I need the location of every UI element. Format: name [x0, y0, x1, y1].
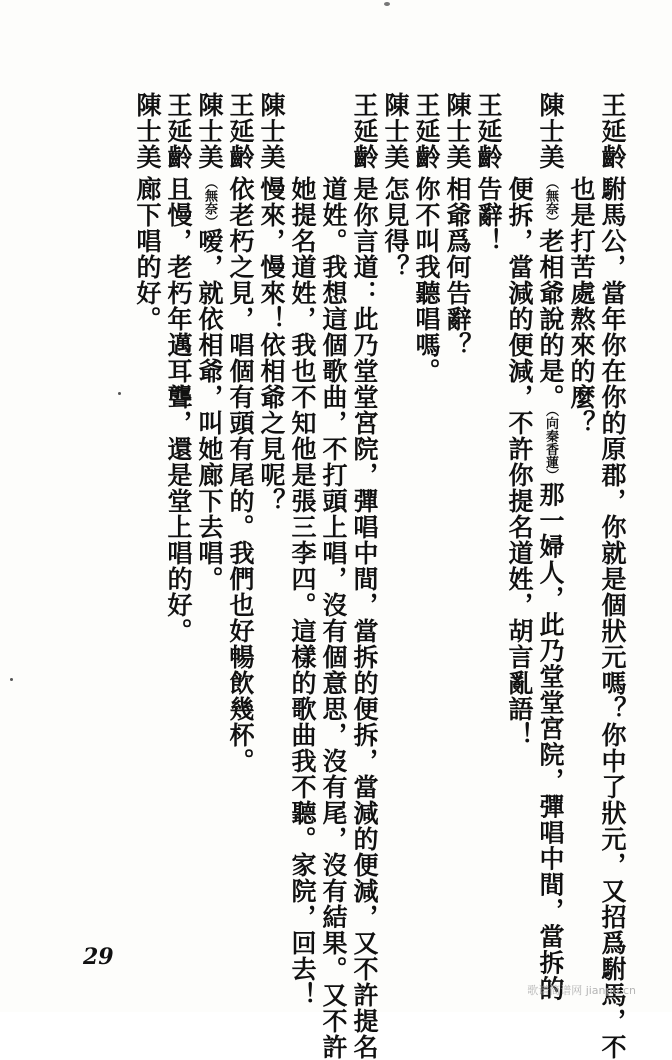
dialogue-text: 駙馬公，當年你在你的原郡，你就是個狀元嗎？你中了狀元，又招爲駙馬，不 — [598, 176, 627, 1060]
script-line — [133, 92, 161, 332]
stage-direction: （無奈） — [543, 176, 558, 228]
dialogue-text: 老相爺說的是。 — [536, 228, 565, 410]
script-line — [567, 92, 595, 436]
page-number: 29 — [83, 944, 114, 970]
dialogue-text: 且慢，老朽年邁耳聾，還是堂上唱的好。 — [164, 176, 193, 644]
dialogue-text: 她提名道姓，我也不知他是張三李四。這樣的歌曲我不聽。家院，回去！ — [288, 176, 317, 1008]
dialogue-text: 也是打苦處熬來的麼？ — [567, 176, 596, 436]
script-line — [195, 92, 223, 592]
script-line — [412, 92, 440, 384]
script-line — [226, 92, 254, 774]
dialogue-text: 那一婦人，此乃堂堂宮院，彈唱中間，當拆的 — [536, 481, 565, 1002]
stage-direction: （無奈） — [202, 176, 217, 228]
ink-speck — [118, 392, 121, 395]
ink-speck — [10, 678, 13, 681]
script-line — [257, 92, 285, 514]
dialogue-text: 慢來，慢來！依相爺之見呢？ — [257, 176, 286, 514]
speaker-name: 陳士美 — [195, 92, 224, 170]
speaker-name: 王延齡 — [226, 92, 255, 170]
speaker-name: 王延齡 — [412, 92, 441, 170]
speaker-name: 陳士美 — [381, 92, 410, 170]
dialogue-text: 告辭！ — [474, 176, 503, 254]
speaker-name: 王延齡 — [474, 92, 503, 170]
script-line — [381, 92, 409, 280]
script-line — [164, 92, 192, 644]
speaker-name: 陳士美 — [257, 92, 286, 170]
script-line — [536, 92, 564, 1002]
dialogue-text: 相爺爲何告辭？ — [443, 176, 472, 358]
speaker-name: 陳士美 — [443, 92, 472, 170]
script-line — [474, 92, 502, 254]
script-line — [443, 92, 471, 358]
speaker-name: 陳士美 — [536, 92, 565, 170]
script-line — [505, 92, 533, 748]
script-line — [350, 92, 378, 1060]
dialogue-text: 嗳，就依相爺，叫她廊下去唱。 — [195, 228, 224, 592]
dialogue-text: 依老朽之見，唱個有頭有尾的。我們也好暢飲幾杯。 — [226, 176, 255, 774]
dialogue-text: 是你言道：此乃堂堂宮院，彈唱中間，當拆的便拆，當減的便減，又不許提名 — [350, 176, 379, 1060]
ink-mark — [384, 2, 390, 6]
dialogue-text: 怎見得？ — [381, 176, 410, 280]
stage-direction: （向秦香蓮） — [543, 410, 558, 482]
dialogue-text: 你不叫我聽唱嗎。 — [412, 176, 441, 384]
speaker-name: 王延齡 — [350, 92, 379, 170]
script-line — [288, 92, 316, 1008]
speaker-name: 陳士美 — [133, 92, 162, 170]
speaker-name: 王延齡 — [598, 92, 627, 170]
dialogue-text: 廊下唱的好。 — [133, 176, 162, 332]
dialogue-text: 道姓。我想這個歌曲，不打頭上唱，沒有個意思，沒有尾，沒有結果。又不許 — [319, 176, 348, 1060]
site-watermark: 歌谱简谱网 jianpu.cn — [527, 984, 636, 997]
script-line — [319, 92, 347, 1060]
speaker-name: 王延齡 — [164, 92, 193, 170]
script-line — [598, 92, 626, 1060]
dialogue-text: 便拆，當減的便減，不許你提名道姓，胡言亂語！ — [505, 176, 534, 748]
